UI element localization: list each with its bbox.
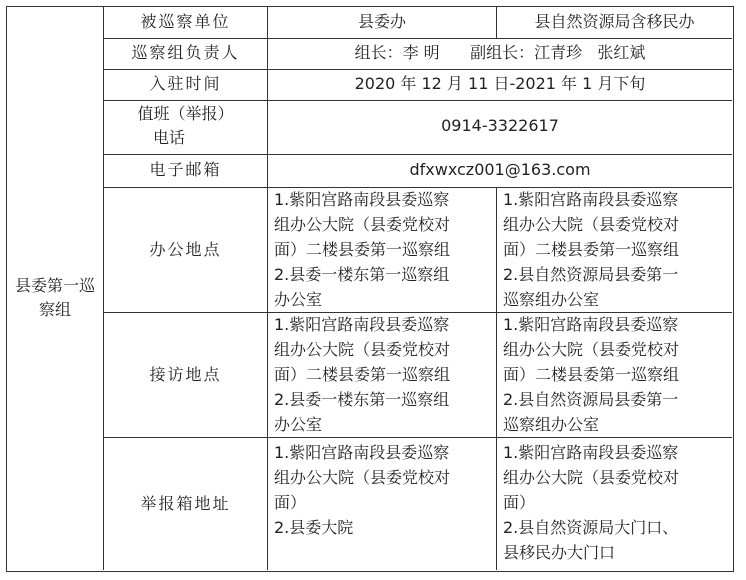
office-left-line: 1.紫阳宫路南段县委巡察 bbox=[274, 190, 450, 209]
report-box-right-line: 县移民办大门口 bbox=[503, 543, 616, 562]
report-box-left-line: 1.紫阳宫路南段县委巡察 bbox=[274, 443, 450, 462]
visits-left-line: 办公室 bbox=[274, 415, 323, 434]
table-gridline bbox=[104, 154, 732, 155]
row-label-stationed-time: 入驻时间 bbox=[149, 74, 222, 93]
office-left-line: 组办公大院（县委党校对 bbox=[274, 215, 451, 234]
office-right-line: 1.紫阳宫路南段县委巡察 bbox=[503, 190, 679, 209]
section-label-visits: 接访地点 bbox=[149, 365, 222, 384]
row-label-inspected-unit: 被巡察单位 bbox=[140, 12, 231, 31]
report-box-left-line: 2.县委大院 bbox=[274, 518, 354, 537]
office-left-line: 2.县委一楼东第一巡察组 bbox=[274, 265, 450, 284]
visits-left-line: 组办公大院（县委党校对 bbox=[274, 340, 451, 359]
inspected-unit-left: 县委办 bbox=[357, 12, 406, 31]
row-label-leaders: 巡察组负责人 bbox=[131, 43, 240, 62]
stationed-time-value: 2020 年 12 月 11 日-2021 年 1 月下旬 bbox=[354, 74, 646, 93]
office-left-line: 办公室 bbox=[274, 290, 323, 309]
table-gridline bbox=[104, 100, 732, 101]
report-box-right-line: 面） bbox=[503, 493, 536, 512]
office-right-line: 组办公大院（县委党校对 bbox=[503, 215, 680, 234]
row-label-phone-line1: 值班（举报） bbox=[137, 104, 234, 123]
report-box-left-line: 面） bbox=[274, 493, 307, 512]
phone-value: 0914-3322617 bbox=[441, 116, 559, 135]
visits-right-line: 面）二楼县委第一巡察组 bbox=[503, 365, 680, 384]
report-box-left-line: 组办公大院（县委党校对 bbox=[274, 468, 451, 487]
email-value: dfxwxcz001@163.com bbox=[409, 160, 591, 179]
office-right-line: 面）二楼县委第一巡察组 bbox=[503, 240, 680, 259]
inspected-unit-right: 县自然资源局含移民办 bbox=[534, 12, 695, 31]
row-label-email: 电子邮箱 bbox=[149, 160, 222, 179]
office-right-line: 2.县自然资源局县委第一 bbox=[503, 265, 679, 284]
visits-left-line: 2.县委一楼东第一巡察组 bbox=[274, 390, 450, 409]
visits-left-line: 1.紫阳宫路南段县委巡察 bbox=[274, 315, 450, 334]
row-label-phone-line2: 电话 bbox=[152, 128, 185, 147]
visits-right-line: 2.县自然资源局县委第一 bbox=[503, 390, 679, 409]
visits-right-line: 组办公大院（县委党校对 bbox=[503, 340, 680, 359]
visits-right-line: 巡察组办公室 bbox=[503, 415, 600, 434]
leaders-value: 组长：李 明 副组长：江青珍 张红斌 bbox=[354, 43, 646, 62]
table-gridline bbox=[104, 437, 732, 438]
section-label-office: 办公地点 bbox=[149, 240, 222, 259]
section-label-report-box: 举报箱地址 bbox=[140, 494, 231, 513]
group-label: 县委第一巡察组 bbox=[14, 276, 95, 319]
office-right-line: 巡察组办公室 bbox=[503, 290, 600, 309]
table-gridline bbox=[104, 69, 732, 70]
office-left-line: 面）二楼县委第一巡察组 bbox=[274, 240, 451, 259]
report-box-right-line: 组办公大院（县委党校对 bbox=[503, 468, 680, 487]
report-box-right-line: 2.县自然资源局大门口、 bbox=[503, 518, 679, 537]
visits-right-line: 1.紫阳宫路南段县委巡察 bbox=[503, 315, 679, 334]
visits-left-line: 面）二楼县委第一巡察组 bbox=[274, 365, 451, 384]
report-box-right-line: 1.紫阳宫路南段县委巡察 bbox=[503, 443, 679, 462]
table-gridline bbox=[104, 38, 732, 39]
table-gridline bbox=[496, 187, 497, 570]
